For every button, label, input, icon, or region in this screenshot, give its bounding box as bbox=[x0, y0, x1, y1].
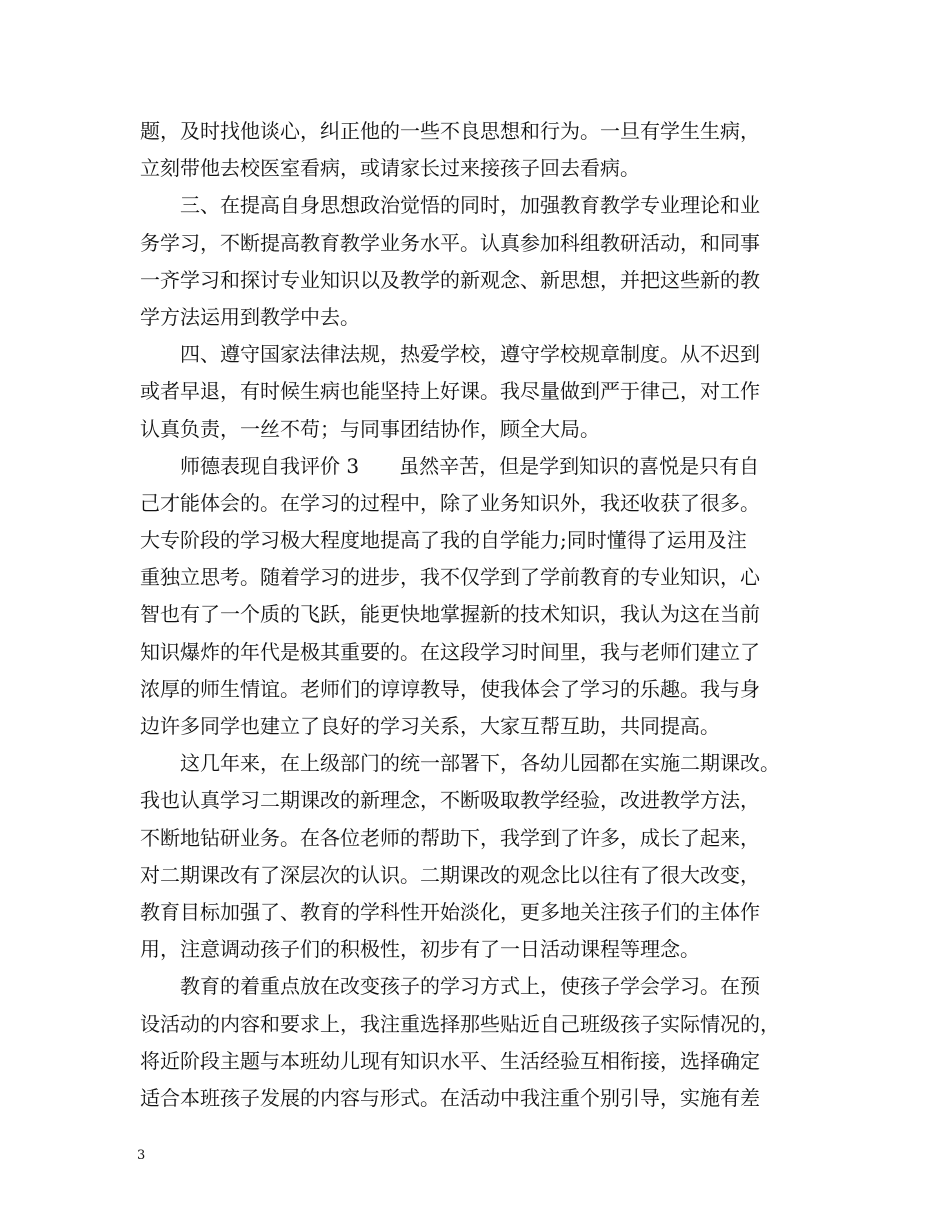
text-line: 己才能体会的。在学习的过程中，除了业务知识外，我还收获了很多。 bbox=[140, 490, 760, 515]
text-line: 学方法运用到教学中去。 bbox=[140, 304, 360, 329]
text-line: 一齐学习和探讨专业知识以及教学的新观念、新思想，并把这些新的教 bbox=[140, 267, 760, 292]
text-line: 设活动的内容和要求上，我注重选择那些贴近自己班级孩子实际情况的， bbox=[140, 1011, 780, 1036]
text-line: 不断地钻研业务。在各位老师的帮助下，我学到了许多，成长了起来， bbox=[140, 825, 760, 850]
text-line: 浓厚的师生情谊。老师们的谆谆教导，使我体会了学习的乐趣。我与身 bbox=[140, 676, 760, 701]
text-line: 重独立思考。随着学习的进步，我不仅学到了学前教育的专业知识，心 bbox=[140, 565, 760, 590]
text-line: 将近阶段主题与本班幼儿现有知识水平、生活经验互相衔接，选择确定 bbox=[140, 1048, 760, 1073]
paragraph-start-line: 四、遵守国家法律法规，热爱学校，遵守学校规章制度。从不迟到 bbox=[180, 342, 760, 367]
text-line: 对二期课改有了深层次的认识。二期课改的观念比以往有了很大改变， bbox=[140, 862, 760, 887]
text-line: 用，注意调动孩子们的积极性，初步有了一日活动课程等理念。 bbox=[140, 937, 700, 962]
text-line: 或者早退，有时候生病也能坚持上好课。我尽量做到严于律己，对工作 bbox=[140, 379, 760, 404]
text-line: 大专阶段的学习极大程度地提高了我的自学能力;同时懂得了运用及注 bbox=[140, 528, 747, 553]
page-number: 3 bbox=[137, 1148, 146, 1163]
text-line: 立刻带他去校医室看病，或请家长过来接孩子回去看病。 bbox=[140, 156, 640, 181]
text-line: 我也认真学习二期课改的新理念，不断吸取教学经验，改进教学方法， bbox=[140, 788, 760, 813]
paragraph-start-line: 教育的着重点放在改变孩子的学习方式上，使孩子学会学习。在预 bbox=[180, 974, 760, 999]
text-line: 适合本班孩子发展的内容与形式。在活动中我注重个别引导，实施有差 bbox=[140, 1085, 760, 1110]
text-line: 教育目标加强了、教育的学科性开始淡化，更多地关注孩子们的主体作 bbox=[140, 899, 760, 924]
text-line: 认真负责，一丝不苟；与同事团结协作，顾全大局。 bbox=[140, 416, 600, 441]
paragraph-start-line: 这几年来，在上级部门的统一部署下，各幼儿园都在实施二期课改。 bbox=[180, 751, 780, 776]
text-line: 知识爆炸的年代是极其重要的。在这段学习时间里，我与老师们建立了 bbox=[140, 639, 760, 664]
paragraph-start-line: 师德表现自我评价 3 虽然辛苦，但是学到知识的喜悦是只有自 bbox=[180, 453, 760, 478]
text-line: 题，及时找他谈心，纠正他的一些不良思想和行为。一旦有学生生病， bbox=[140, 119, 760, 143]
body-text bbox=[140, 113, 820, 1117]
text-line: 智也有了一个质的飞跃，能更快地掌握新的技术知识，我认为这在当前 bbox=[140, 602, 760, 627]
paragraph-start-line: 三、在提高自身思想政治觉悟的同时，加强教育教学专业理论和业 bbox=[180, 193, 760, 218]
text-line: 边许多同学也建立了良好的学习关系，大家互帮互助，共同提高。 bbox=[140, 714, 720, 738]
text-line: 务学习，不断提高教育教学业务水平。认真参加科组教研活动，和同事 bbox=[140, 230, 760, 255]
